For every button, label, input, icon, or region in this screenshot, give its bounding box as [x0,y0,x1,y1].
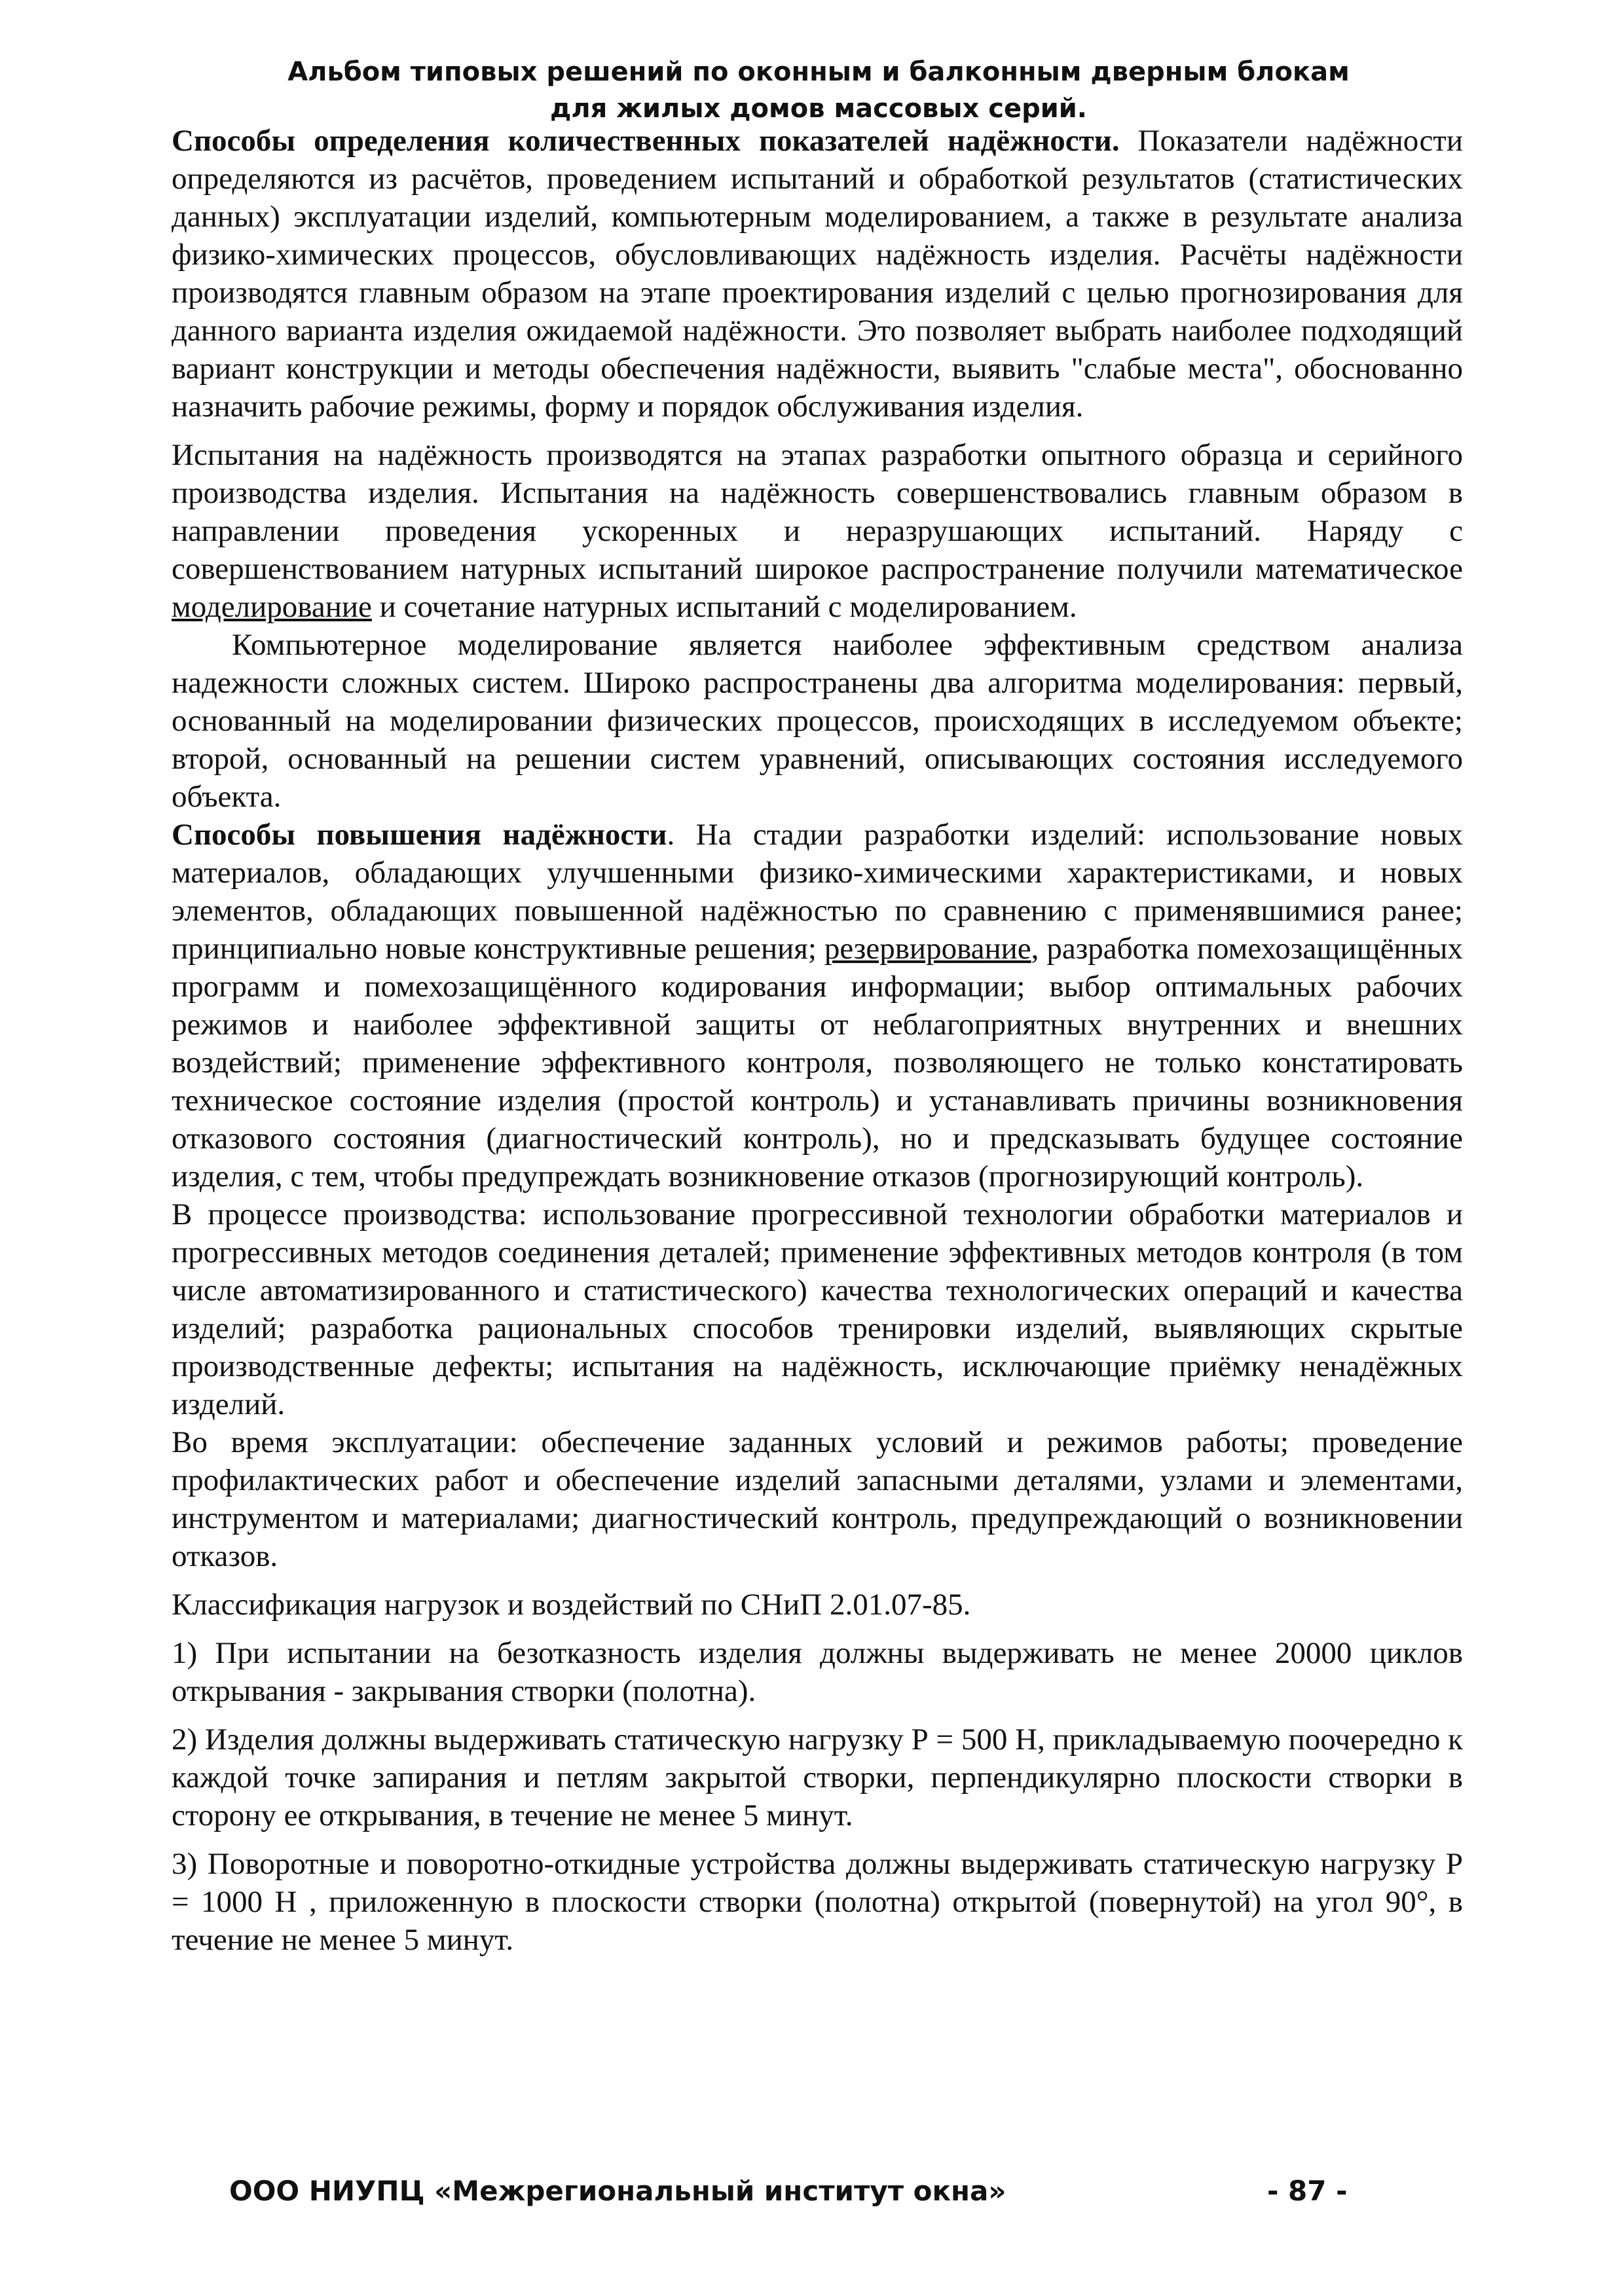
section-heading-quantitative: Способы определения количественных показателей надёжности. [172,124,1120,158]
paragraph-text: Показатели надёжности определяются из расчётов, проведением испытаний и обработкой результатов (статистических данных) эксплуатации изделий, компьютерным моделированием, а также в результате анализа физико-химических процессов, обусловливающих надёжность изделия. Расчёты надёжности производятся главным образом на этапе проектирования изделий с целью прогнозирования для данного варианта изделия ожидаемой надёжности. Это позволяет выбрать наиболее подходящий вариант конструкции и методы обеспечения надёжности, выявить "слабые места", обоснованно назначить рабочие режимы, форму и порядок обслуживания изделия. [172,124,1463,424]
footer-organization: ООО НИУПЦ «Межрегиональный институт окна» [229,2175,1006,2207]
header-line-1: Альбом типовых решений по оконным и балконным дверным блокам [287,57,1350,87]
link-modeling[interactable]: моделирование [172,590,372,624]
document-body [172,122,1463,1959]
link-redundancy[interactable]: резервирование [824,932,1031,966]
page-header [196,54,1441,127]
paragraph-text: и сочетание натурных испытаний с моделированием. [371,590,1077,624]
list-item-2: 2) Изделия должны выдерживать статическую нагрузку Р = 500 Н, прикладываемую поочередно к каждой точке запирания и петлям закрытой створки, перпендикулярно плоскости створки в сторону ее открывания, в течение не менее 5 минут. [172,1722,1463,1832]
page-number: - 87 - [1267,2175,1348,2207]
page-footer [0,2175,1624,2221]
paragraph-computer-modeling: Компьютерное моделирование является наиболее эффективным средством анализа надежности сложных систем. Широко распространены два алгоритма моделирования: первый, основанный на моделировании физических процессов, происходящих в исследуемом объекте; второй, основанный на решении систем уравнений, описывающих состояния исследуемого объекта. [172,628,1463,814]
paragraph-production: В процессе производства: использование прогрессивной технологии обработки материалов и прогрессивных методов соединения деталей; применение эффективных методов контроля (в том числе автоматизированного и статистического) качества технологических операций и качества изделий; разработка рациональных способов тренировки изделий, выявляющих скрытые производственные дефекты; испытания на надёжность, исключающие приёмку ненадёжных изделий. [172,1197,1463,1421]
paragraph-text: . На стадии разработки изделий: использование новых материалов, обладающих улучшенными физико-химическими характеристиками, и новых элементов, обладающих повышенной надёжностью по сравнению с применявшимися ранее; принципиально новые конструктивные решения; [172,818,1463,966]
paragraph-text: Испытания на надёжность производятся на этапах разработки опытного образца и серийного производства изделия. Испытания на надёжность совершенствовались главным образом в направлении проведения ускоренных и неразрушающих испытаний. Наряду с совершенствованием натурных испытаний широкое распространение получили математическое [172,438,1463,586]
paragraph-quantitative-methods [172,122,1463,426]
paragraph-text: , разработка помехозащищённых программ и помехозащищённого кодирования информации; выбор оптимальных рабочих режимов и наиболее эффективной защиты от неблагоприятных внутренних и внешних воздействий; применение эффективного контроля, позволяющего не только констатировать техническое состояние изделия (простой контроль) и устанавливать причины возникновения отказового состояния (диагностический контроль), но и предсказывать будущее состояние изделия, с тем, чтобы предупреждать возникновение отказов (прогнозирующий контроль). [172,932,1464,1194]
list-item-3: 3) Поворотные и поворотно-откидные устройства должны выдерживать статическую нагрузку Р = 1000 Н , приложенную в плоскости створки (полотна) открытой (повернутой) на угол 90°, в течение не менее 5 минут. [172,1847,1463,1957]
paragraph-improving-reliability [172,816,1463,1195]
list-item-1: 1) При испытании на безотказность изделия должны выдерживать не менее 20000 циклов открывания - закрывания створки (полотна). [172,1636,1463,1708]
paragraph-load-classification: Классификация нагрузок и воздействий по СНиП 2.01.07-85. [172,1588,971,1622]
paragraph-testing [172,436,1463,626]
header-line-2: для жилых домов массовых серий. [550,94,1087,124]
paragraph-operation: Во время эксплуатации: обеспечение заданных условий и режимов работы; проведение профилактических работ и обеспечение изделий запасными деталями, узлами и элементами, инструментом и материалами; диагностический контроль, предупреждающий о возникновении отказов. [172,1425,1463,1573]
section-heading-improving: Способы повышения надёжности [172,818,667,852]
